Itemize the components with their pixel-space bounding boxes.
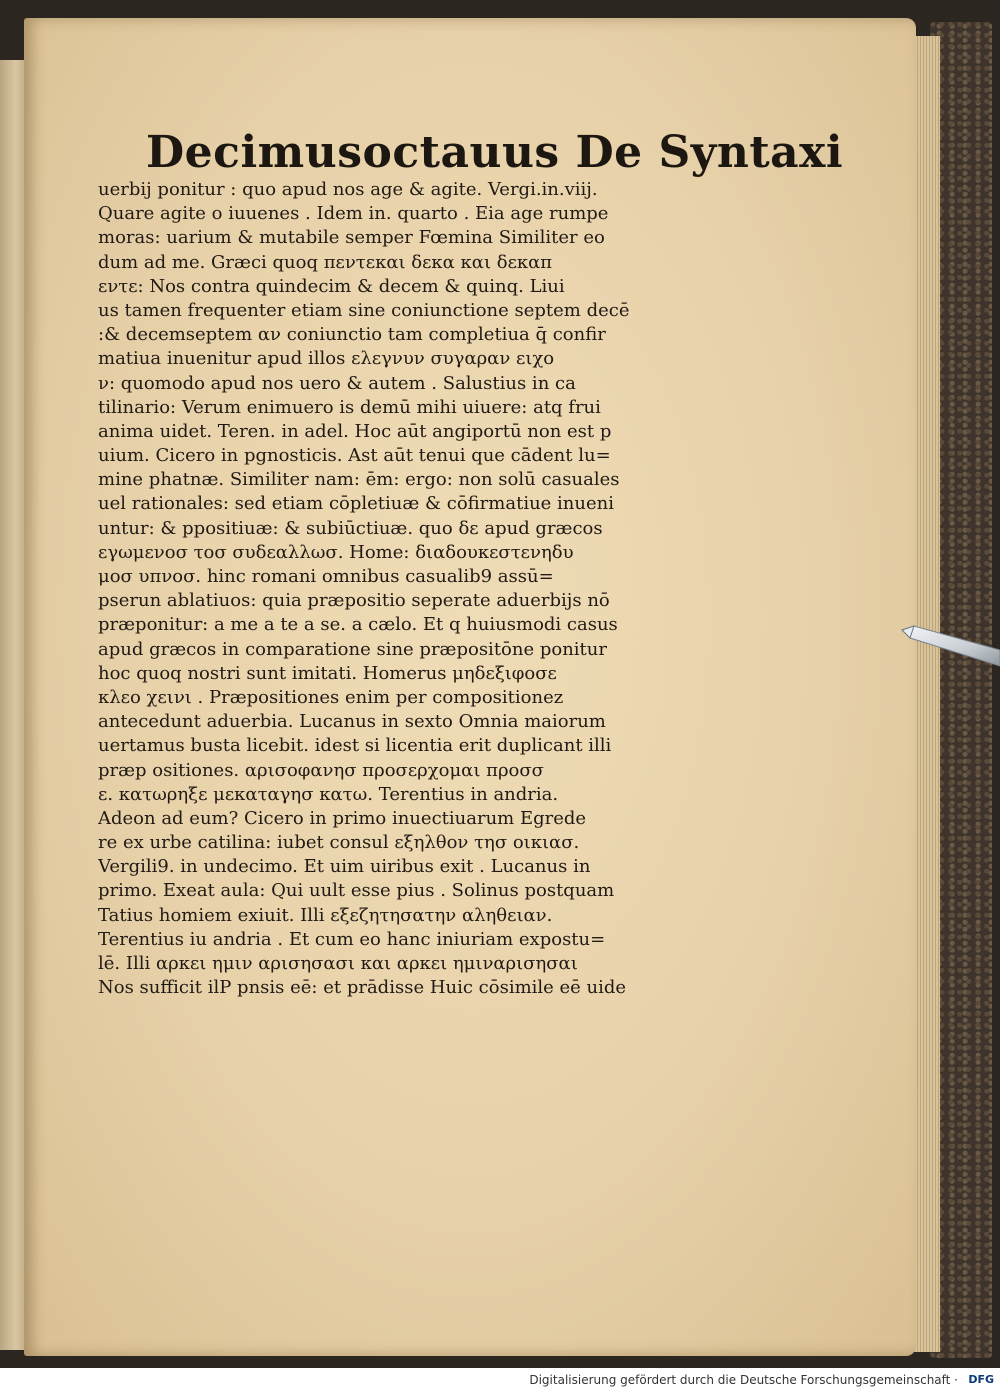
text-line: κλεο χεινι . Præpositiones enim per compositionez <box>98 686 564 708</box>
text-line: Nos sufficit ilP pnsis eē: et prādisse Huic cōsimile eē uide <box>98 977 627 999</box>
text-line: lē. Illi αρκει ημιν αρισησασι και αρκει ημιναρισησαι <box>98 953 578 974</box>
running-head: Decimusoctauus De Syntaxi <box>146 127 844 178</box>
text-line: Tatius homiem exiuit. Illi εξεζητησατην αληθειαν. <box>98 904 553 926</box>
text-line: uium. Cicero in pgnosticis. Ast aūt tenui que cādent lu= <box>98 445 611 467</box>
funding-credit: Digitalisierung gefördert durch die Deutsche Forschungsgemeinschaft · <box>529 1373 958 1387</box>
text-line: præp ositiones. αρισοφανησ προσερχομαι προσσ <box>98 759 544 781</box>
dfg-logo: DFG <box>968 1373 994 1386</box>
text-line: untur: & ppositiuæ: & subiūctiuæ. quo δε apud græcos <box>98 517 603 539</box>
pen-icon <box>900 610 1000 670</box>
text-line: re ex urbe catilina: iubet consul εξηλθον τησ οικιασ. <box>98 832 580 854</box>
text-line: pserun ablatiuos: quia præpositio seperate aduerbijs nō <box>98 590 610 612</box>
text-line: Terentius iu andria . Et cum eo hanc iniuriam expostu= <box>98 928 606 950</box>
text-line: :& decemseptem αν coniunctio tam completiua q̄ confir <box>98 324 606 346</box>
text-line: εγωμενοσ τοσ συδεαλλωσ. Home: διαδουκεστενηδυ <box>98 541 574 563</box>
text-line: tilinario: Verum enimuero is demū mihi uiuere: atq frui <box>98 396 601 418</box>
text-line: primo. Exeat aula: Qui uult esse pius . Solinus postquam <box>98 880 615 902</box>
text-line: ν: quomodo apud nos uero & autem . Salustius in ca <box>98 372 576 394</box>
footer <box>0 1368 1000 1394</box>
text-line: μοσ υπνοσ. hinc romani omnibus casualib9 assū= <box>98 566 554 587</box>
text-block <box>98 178 658 1000</box>
text-line: Adeon ad eum? Cicero in primo inuectiuarum Egrede <box>98 807 587 829</box>
text-line: ε. κατωρηξε μεκαταγησ κατω. Terentius in andria. <box>98 783 559 805</box>
text-line: apud græcos in comparatione sine præpositōne ponitur <box>98 638 607 660</box>
text-line: moras: uarium & mutabile semper Fœmina Similiter eo <box>98 227 605 249</box>
text-line: εντε: Nos contra quindecim & decem & quinq. Liui <box>98 275 565 297</box>
text-line: mine phatnæ. Similiter nam: ēm: ergo: non solū casuales <box>98 469 620 491</box>
text-line: us tamen frequenter etiam sine coniunctione septem decē <box>98 299 630 321</box>
text-line: uertamus busta licebit. idest si licentia erit duplicant illi <box>98 735 612 757</box>
text-line: uel rationales: sed etiam cōpletiuæ & cōfirmatiue inueni <box>98 493 614 515</box>
text-line: uerbij ponitur : quo apud nos age & agite. Vergi.in.viij. <box>98 179 598 200</box>
text-line: matiua inuenitur apud illos ελεγνυν συγαραν ειχο <box>98 348 555 370</box>
text-line: anima uidet. Teren. in adel. Hoc aūt angiportū non est p <box>98 420 612 442</box>
text-line: hoc quoq nostri sunt imitati. Homerus μηδεξιφοσε <box>98 662 557 684</box>
text-line: præponitur: a me a te a se. a cælo. Et q huiusmodi casus <box>98 614 618 636</box>
text-line: dum ad me. Græci quoq πεντεκαι δεκα και δεκαπ <box>98 251 553 273</box>
text-line: Quare agite o iuuenes . Idem in. quarto . Eia age rumpe <box>98 203 609 225</box>
text-line: antecedunt aduerbia. Lucanus in sexto Omnia maiorum <box>98 711 606 733</box>
text-line: Vergili9. in undecimo. Et uim uiribus exit . Lucanus in <box>98 856 591 878</box>
